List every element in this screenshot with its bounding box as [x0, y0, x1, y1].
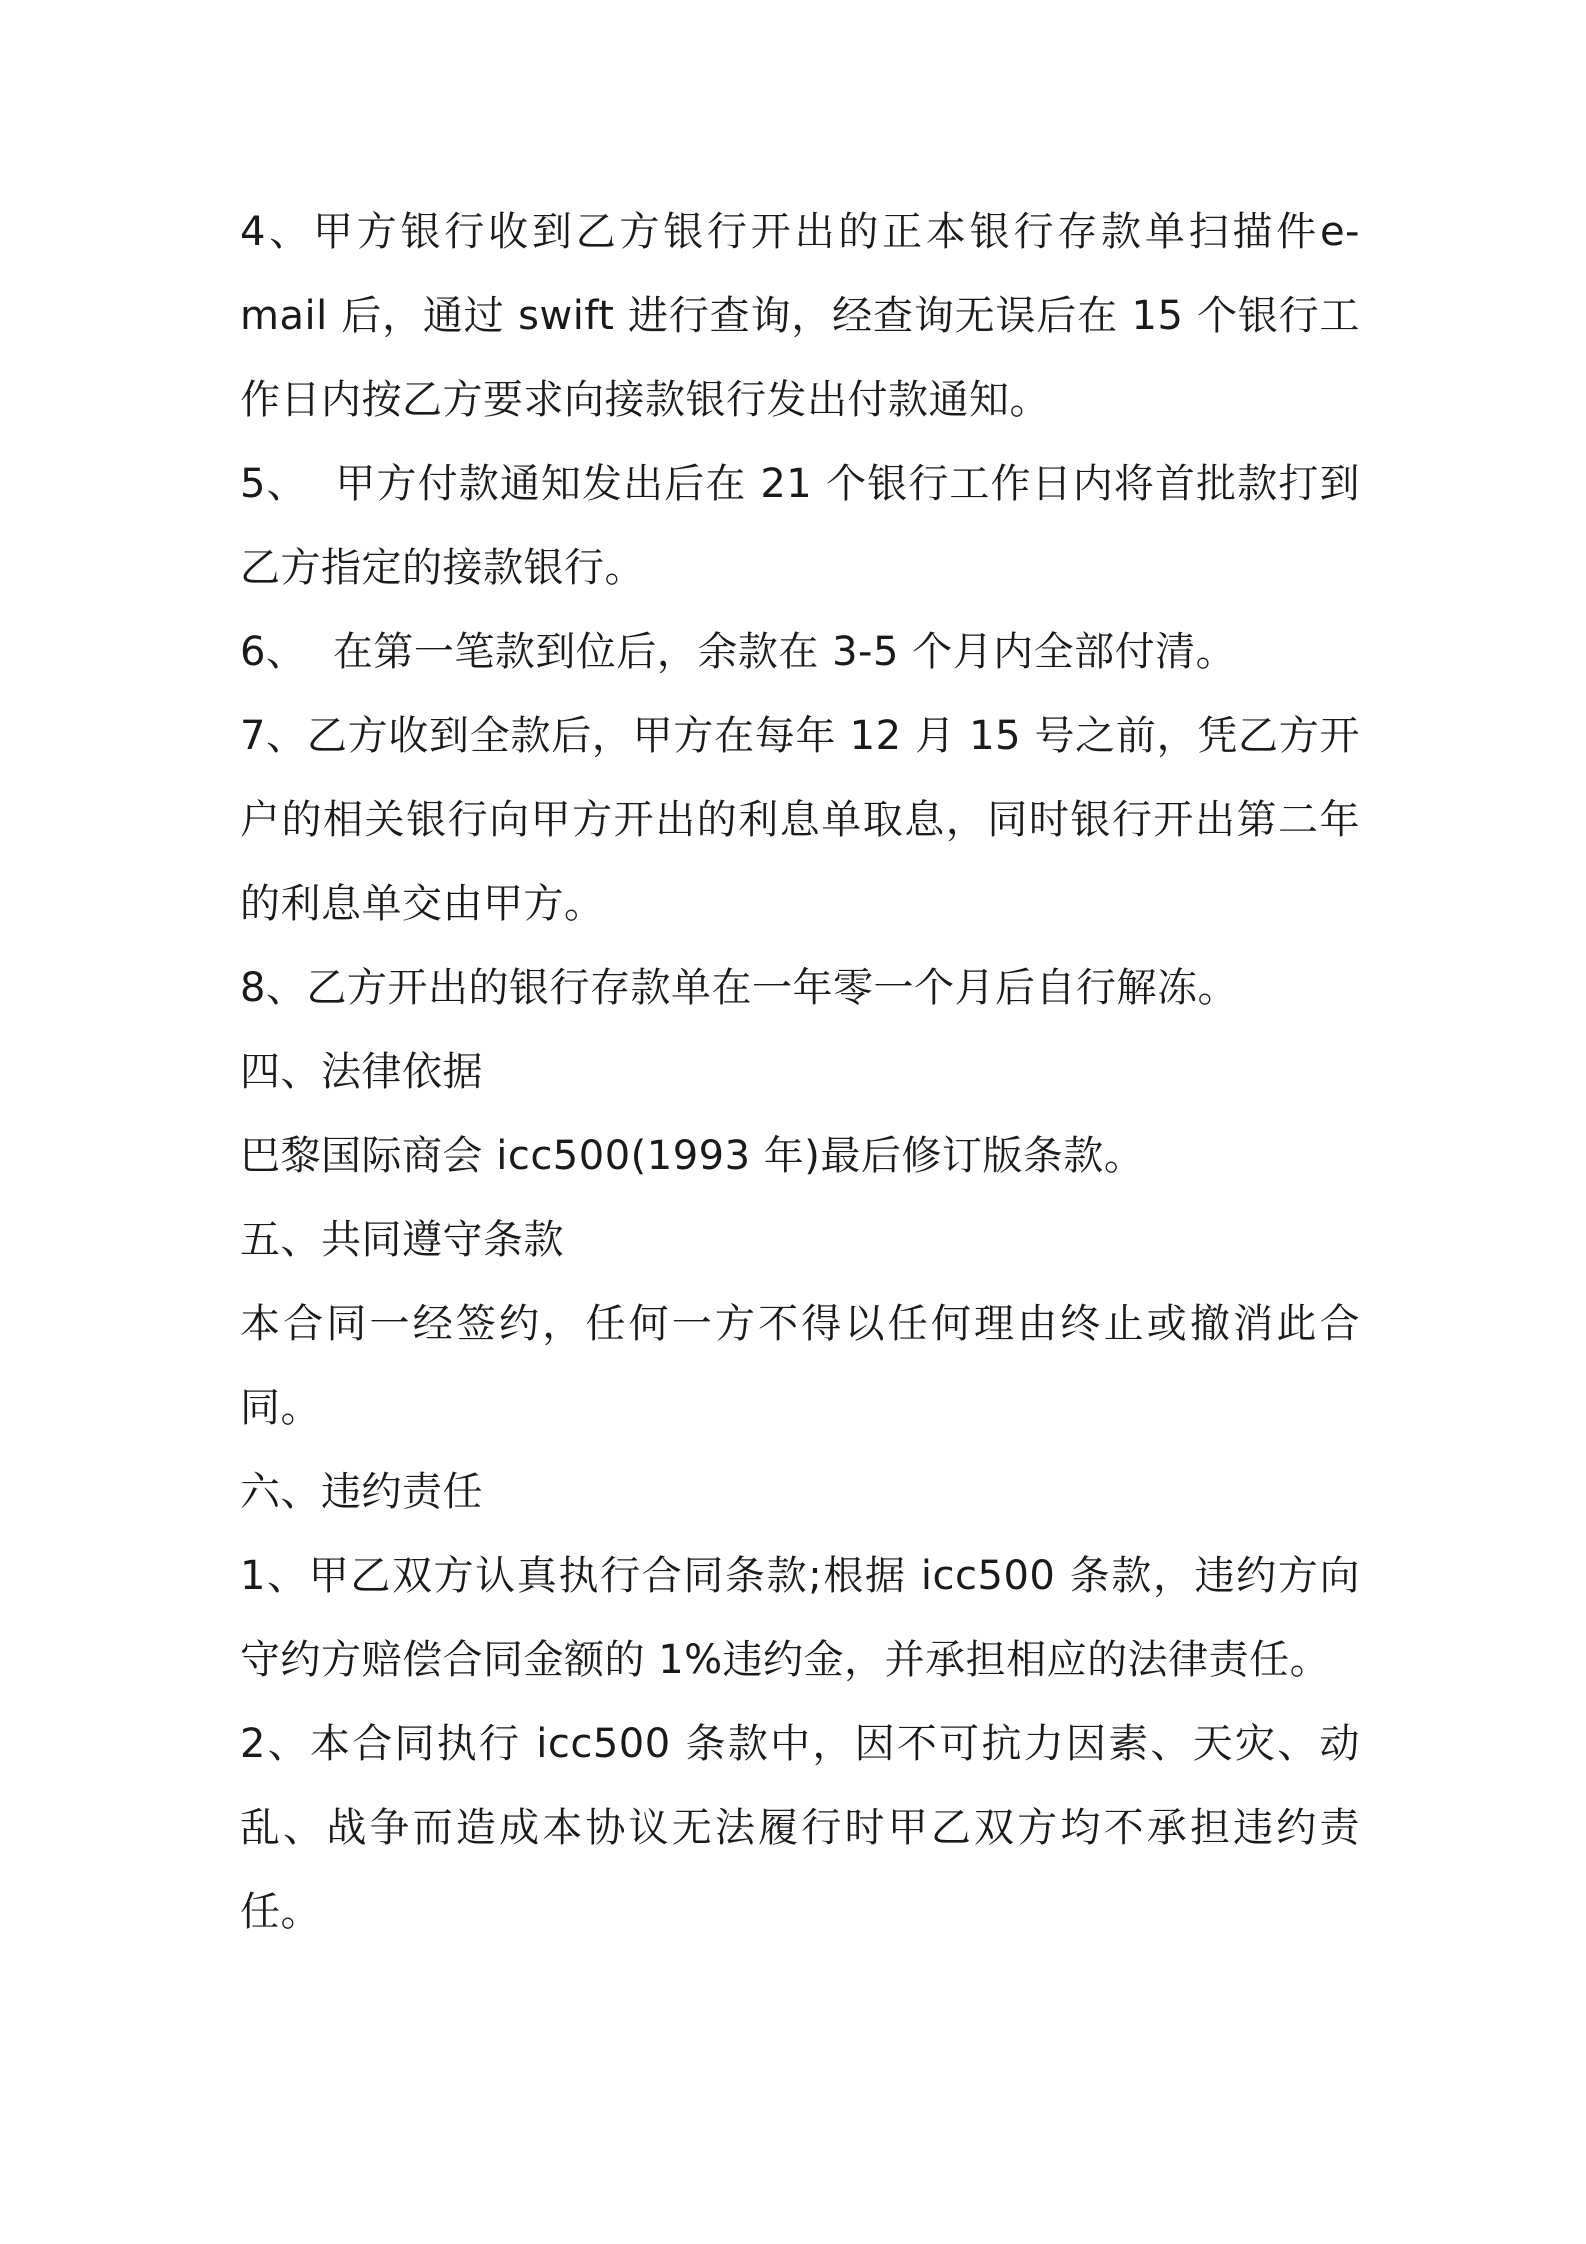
- clause-5: 5、 甲方付款通知发出后在 21 个银行工作日内将首批款打到乙方指定的接款银行。: [240, 461, 1360, 591]
- clause-8: 8、乙方开出的银行存款单在一年零一个月后自行解冻。: [240, 965, 1238, 1011]
- common-terms-text: 本合同一经签约，任何一方不得以任何理由终止或撤消此合同。: [240, 1301, 1360, 1431]
- document-body: [240, 190, 1360, 1954]
- section-heading-legal-basis: 四、法律依据: [240, 1049, 483, 1095]
- legal-basis-text: 巴黎国际商会 icc500(1993 年)最后修订版条款。: [240, 1133, 1145, 1179]
- clause-7: 7、乙方收到全款后，甲方在每年 12 月 15 号之前，凭乙方开户的相关银行向甲方开出的利息单取息，同时银行开出第二年的利息单交由甲方。: [240, 713, 1360, 927]
- section-heading-common-terms: 五、共同遵守条款: [240, 1217, 564, 1263]
- liability-clause-1: 1、甲乙双方认真执行合同条款;根据 icc500 条款，违约方向守约方赔偿合同金额的 1%违约金，并承担相应的法律责任。: [240, 1553, 1360, 1683]
- liability-clause-2: 2、本合同执行 icc500 条款中，因不可抗力因素、天灾、动乱、战争而造成本协议无法履行时甲乙双方均不承担违约责任。: [240, 1721, 1360, 1935]
- section-heading-liability: 六、违约责任: [240, 1469, 483, 1515]
- clause-6: 6、 在第一笔款到位后，余款在 3-5 个月内全部付清。: [240, 629, 1237, 675]
- clause-4: 4、甲方银行收到乙方银行开出的正本银行存款单扫描件e-mail 后，通过 swift 进行查询，经查询无误后在 15 个银行工作日内按乙方要求向接款银行发出付款通知。: [240, 209, 1360, 423]
